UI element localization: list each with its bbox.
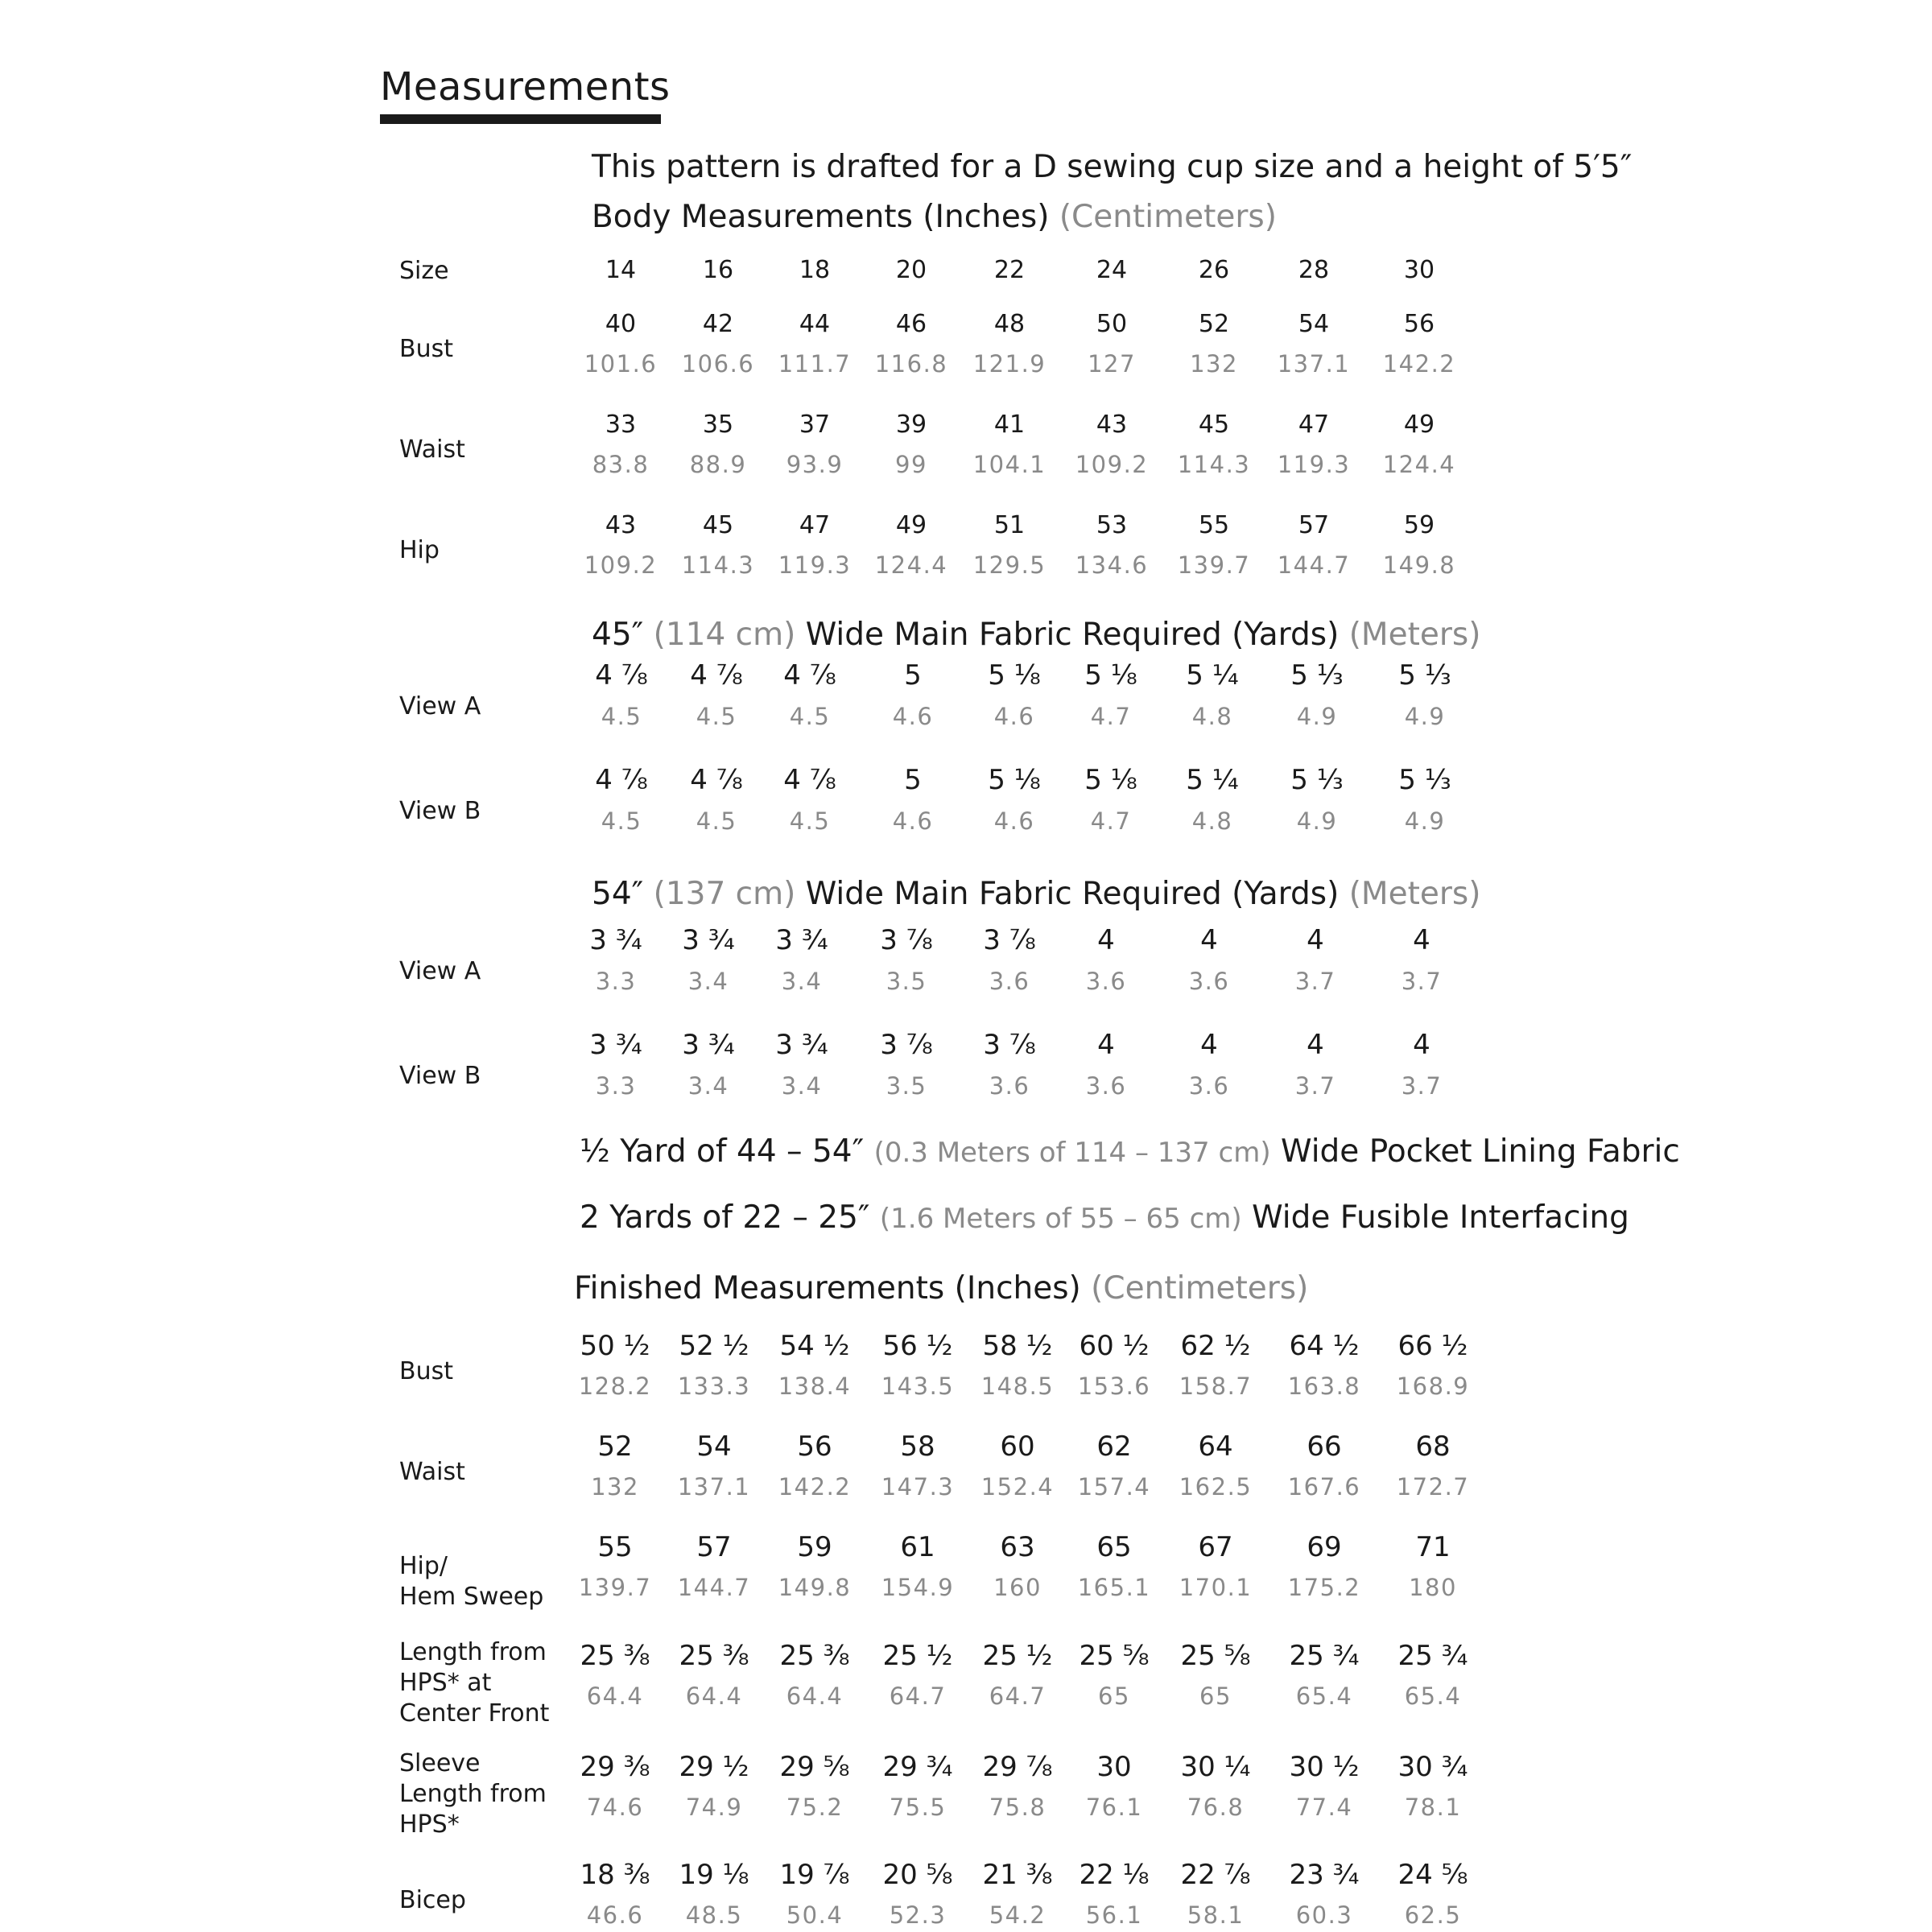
finished-cm-cell: 158.7 <box>1179 1373 1253 1400</box>
body-cm-cell: 88.9 <box>689 451 747 478</box>
finished-cm-cell: 138.4 <box>778 1373 852 1400</box>
finished-inch-cell: 25 ½ <box>982 1640 1053 1672</box>
finished-inch-cell: 22 ⅛ <box>1079 1859 1150 1891</box>
fabric45-yard-cell: 5 ⅛ <box>1084 659 1137 691</box>
fabric54-meter-cell: 3.7 <box>1294 968 1336 995</box>
fabric45-row-label: View B <box>399 797 481 825</box>
finished-inch-cell: 62 <box>1096 1430 1132 1463</box>
finished-cm-cell: 46.6 <box>586 1901 644 1929</box>
size-cell: 26 <box>1198 256 1230 284</box>
finished-row-label <box>399 1356 453 1387</box>
fabric54-width: 54″ <box>592 876 644 912</box>
body-cm-cell: 114.3 <box>681 551 755 579</box>
fabric54-meter-cell: 3.6 <box>1188 1072 1230 1100</box>
fabric54-yard-cell: 4 <box>1097 1029 1115 1061</box>
body-inch-cell: 49 <box>895 511 927 539</box>
body-inch-cell: 56 <box>1403 310 1435 338</box>
body-cm-cell: 109.2 <box>584 551 658 579</box>
body-cm-cell: 127 <box>1088 350 1136 378</box>
finished-inch-cell: 50 ½ <box>580 1330 650 1362</box>
finished-cm-cell: 65.4 <box>1295 1682 1353 1710</box>
finished-cm-cell: 142.2 <box>778 1473 852 1501</box>
finished-cm-cell: 143.5 <box>881 1373 955 1400</box>
body-inch-cell: 52 <box>1198 310 1230 338</box>
body-row-label: Hip <box>399 536 440 564</box>
fabric45-yard-cell: 4 ⅞ <box>690 764 743 796</box>
finished-cm-cell: 165.1 <box>1077 1574 1151 1601</box>
finished-cm-cell: 157.4 <box>1077 1473 1151 1501</box>
body-cm-cell: 109.2 <box>1075 451 1149 478</box>
finished-row-label-line: Bust <box>399 1357 453 1385</box>
fabric54-yard-cell: 3 ¾ <box>775 924 828 956</box>
body-inch-cell: 49 <box>1403 411 1435 439</box>
finished-cm-cell: 64.4 <box>786 1682 844 1710</box>
fabric45-yard-cell: 4 ⅞ <box>595 764 648 796</box>
interfacing-amount: 2 Yards of 22 – 25″ <box>580 1199 870 1236</box>
finished-cm-cell: 148.5 <box>980 1373 1055 1400</box>
finished-cm-cell: 153.6 <box>1077 1373 1151 1400</box>
finished-inch-cell: 65 <box>1096 1531 1132 1563</box>
fabric45-yard-cell: 4 ⅞ <box>690 659 743 691</box>
fabric45-meter-cell: 4.5 <box>601 703 642 730</box>
fabric54-meter-cell: 3.7 <box>1401 968 1443 995</box>
finished-inch-cell: 19 ⅛ <box>679 1859 749 1891</box>
body-cm-cell: 104.1 <box>972 451 1046 478</box>
body-heading-alt: (Centimeters) <box>1059 199 1277 235</box>
finished-inch-cell: 21 ⅜ <box>982 1859 1053 1891</box>
fabric45-meter-cell: 4.5 <box>601 807 642 835</box>
finished-cm-cell: 75.2 <box>786 1794 844 1821</box>
fabric54-meter-cell: 3.6 <box>1085 968 1127 995</box>
finished-inch-cell: 18 ⅜ <box>580 1859 650 1891</box>
finished-cm-cell: 58.1 <box>1187 1901 1245 1929</box>
fabric45-width: 45″ <box>592 617 644 653</box>
body-inch-cell: 54 <box>1298 310 1330 338</box>
finished-cm-cell: 56.1 <box>1085 1901 1143 1929</box>
fabric45-yard-cell: 5 <box>904 764 922 796</box>
body-inch-cell: 57 <box>1298 511 1330 539</box>
finished-inch-cell: 25 ⅝ <box>1180 1640 1251 1672</box>
finished-cm-cell: 64.4 <box>586 1682 644 1710</box>
fabric45-yard-cell: 5 ¼ <box>1186 764 1239 796</box>
fabric45-meter-cell: 4.7 <box>1090 807 1132 835</box>
pocket-lining-line <box>580 1133 1680 1170</box>
finished-inch-cell: 71 <box>1415 1531 1451 1563</box>
finished-cm-cell: 54.2 <box>989 1901 1046 1929</box>
fabric54-yard-cell: 4 <box>1307 1029 1324 1061</box>
fabric45-yard-cell: 5 ⅓ <box>1290 764 1344 796</box>
finished-cm-cell: 167.6 <box>1287 1473 1361 1501</box>
body-inch-cell: 37 <box>799 411 831 439</box>
body-cm-cell: 124.4 <box>1382 451 1456 478</box>
body-heading-main: Body Measurements (Inches) <box>592 199 1050 235</box>
finished-inch-cell: 19 ⅞ <box>779 1859 850 1891</box>
body-cm-cell: 124.4 <box>874 551 948 579</box>
body-inch-cell: 33 <box>605 411 637 439</box>
finished-cm-cell: 65 <box>1199 1682 1232 1710</box>
finished-inch-cell: 59 <box>797 1531 832 1563</box>
fabric45-yard-cell: 5 ⅓ <box>1290 659 1344 691</box>
fabric45-yard-cell: 5 ⅛ <box>988 659 1041 691</box>
finished-inch-cell: 68 <box>1415 1430 1451 1463</box>
finished-row-label <box>399 1885 466 1916</box>
fabric54-yard-cell: 3 ¾ <box>775 1029 828 1061</box>
fabric54-meter-cell: 3.7 <box>1294 1072 1336 1100</box>
finished-inch-cell: 58 <box>900 1430 935 1463</box>
body-inch-cell: 47 <box>799 511 831 539</box>
finished-inch-cell: 69 <box>1307 1531 1342 1563</box>
finished-row-label-line: Center Front <box>399 1699 550 1728</box>
size-cell: 20 <box>895 256 927 284</box>
finished-inch-cell: 52 <box>597 1430 633 1463</box>
finished-row-label-line: Length from <box>399 1780 547 1808</box>
fabric54-yard-cell: 3 ⅞ <box>880 1029 933 1061</box>
fabric54-yard-cell: 4 <box>1307 924 1324 956</box>
fabric54-meter-cell: 3.3 <box>595 1072 637 1100</box>
body-cm-cell: 149.8 <box>1382 551 1456 579</box>
body-inch-cell: 43 <box>1096 411 1128 439</box>
fabric45-title: Wide Main Fabric Required (Yards) <box>805 617 1340 653</box>
body-cm-cell: 99 <box>895 451 927 478</box>
body-inch-cell: 51 <box>993 511 1026 539</box>
size-cell: 30 <box>1403 256 1435 284</box>
finished-inch-cell: 25 ¾ <box>1397 1640 1468 1672</box>
fabric54-yard-cell: 3 ¾ <box>589 924 642 956</box>
fabric45-width-cm: (114 cm) <box>653 617 796 653</box>
finished-inch-cell: 56 <box>797 1430 832 1463</box>
finished-row-label <box>399 1457 465 1488</box>
finished-inch-cell: 25 ⅝ <box>1079 1640 1150 1672</box>
finished-heading-main: Finished Measurements (Inches) <box>574 1270 1081 1307</box>
fabric54-row-label: View B <box>399 1062 481 1090</box>
finished-row-label-line: Sleeve <box>399 1749 481 1777</box>
finished-inch-cell: 29 ½ <box>679 1751 749 1783</box>
interfacing-label: Wide Fusible Interfacing <box>1252 1199 1629 1236</box>
fabric54-meter-cell: 3.4 <box>687 1072 729 1100</box>
finished-inch-cell: 29 ¾ <box>882 1751 953 1783</box>
fabric54-yard-cell: 4 <box>1097 924 1115 956</box>
fabric45-meter-cell: 4.6 <box>993 807 1035 835</box>
pocket-label: Wide Pocket Lining Fabric <box>1281 1133 1680 1170</box>
fabric54-meter-cell: 3.6 <box>1188 968 1230 995</box>
interfacing-line <box>580 1199 1629 1236</box>
finished-cm-cell: 74.9 <box>685 1794 743 1821</box>
finished-row-label-line: Hem Sweep <box>399 1583 544 1611</box>
finished-row-label <box>399 1637 549 1729</box>
finished-cm-cell: 50.4 <box>786 1901 844 1929</box>
finished-cm-cell: 149.8 <box>778 1574 852 1601</box>
finished-row-label <box>399 1551 543 1612</box>
finished-cm-cell: 133.3 <box>677 1373 751 1400</box>
fabric45-yard-cell: 4 ⅞ <box>783 764 836 796</box>
fabric54-meter-cell: 3.5 <box>886 1072 927 1100</box>
finished-cm-cell: 64.7 <box>989 1682 1046 1710</box>
finished-cm-cell: 65.4 <box>1404 1682 1462 1710</box>
body-cm-cell: 137.1 <box>1277 350 1351 378</box>
size-cell: 22 <box>993 256 1026 284</box>
finished-cm-cell: 75.5 <box>889 1794 947 1821</box>
finished-row-label <box>399 1748 547 1840</box>
fabric54-meter-cell: 3.6 <box>1085 1072 1127 1100</box>
finished-cm-cell: 170.1 <box>1179 1574 1253 1601</box>
finished-inch-cell: 20 ⅝ <box>882 1859 953 1891</box>
body-cm-cell: 93.9 <box>786 451 844 478</box>
finished-row-label-line: Bicep <box>399 1886 466 1914</box>
body-cm-cell: 121.9 <box>972 350 1046 378</box>
body-cm-cell: 83.8 <box>592 451 650 478</box>
body-inch-cell: 39 <box>895 411 927 439</box>
fabric54-yard-cell: 3 ¾ <box>682 924 735 956</box>
finished-cm-cell: 172.7 <box>1396 1473 1470 1501</box>
finished-cm-cell: 139.7 <box>578 1574 652 1601</box>
body-inch-cell: 53 <box>1096 511 1128 539</box>
title-underline <box>380 114 661 124</box>
finished-inch-cell: 25 ½ <box>882 1640 953 1672</box>
finished-inch-cell: 52 ½ <box>679 1330 749 1362</box>
finished-cm-cell: 147.3 <box>881 1473 955 1501</box>
fabric45-meter-cell: 4.7 <box>1090 703 1132 730</box>
fabric45-meter-cell: 4.5 <box>696 703 737 730</box>
finished-inch-cell: 29 ⅝ <box>779 1751 850 1783</box>
finished-cm-cell: 78.1 <box>1404 1794 1462 1821</box>
body-cm-cell: 139.7 <box>1177 551 1251 579</box>
finished-inch-cell: 55 <box>597 1531 633 1563</box>
body-inch-cell: 46 <box>895 310 927 338</box>
finished-cm-cell: 76.1 <box>1085 1794 1143 1821</box>
fabric45-meter-cell: 4.5 <box>789 703 831 730</box>
fabric54-yard-cell: 3 ⅞ <box>880 924 933 956</box>
body-inch-cell: 55 <box>1198 511 1230 539</box>
finished-inch-cell: 66 ½ <box>1397 1330 1468 1362</box>
finished-cm-cell: 76.8 <box>1187 1794 1245 1821</box>
fabric54-yard-cell: 4 <box>1200 1029 1218 1061</box>
fabric45-meter-cell: 4.9 <box>1296 807 1338 835</box>
finished-cm-cell: 144.7 <box>677 1574 751 1601</box>
finished-cm-cell: 154.9 <box>881 1574 955 1601</box>
fabric54-yard-cell: 3 ⅞ <box>983 1029 1036 1061</box>
finished-inch-cell: 61 <box>900 1531 935 1563</box>
body-cm-cell: 119.3 <box>1277 451 1351 478</box>
fabric54-row-label: View A <box>399 957 481 985</box>
finished-row-label-line: Hip/ <box>399 1552 448 1580</box>
body-cm-cell: 114.3 <box>1177 451 1251 478</box>
finished-cm-cell: 64.7 <box>889 1682 947 1710</box>
finished-cm-cell: 48.5 <box>685 1901 743 1929</box>
finished-inch-cell: 25 ¾ <box>1289 1640 1360 1672</box>
finished-cm-cell: 137.1 <box>677 1473 751 1501</box>
fabric45-row-label: View A <box>399 692 481 720</box>
fabric45-yard-cell: 5 ⅓ <box>1398 659 1451 691</box>
size-cell: 14 <box>605 256 637 284</box>
finished-inch-cell: 30 ¾ <box>1397 1751 1468 1783</box>
body-inch-cell: 45 <box>702 511 734 539</box>
body-cm-cell: 119.3 <box>778 551 852 579</box>
finished-cm-cell: 128.2 <box>578 1373 652 1400</box>
fabric45-meter-cell: 4.8 <box>1191 703 1233 730</box>
fabric54-meter-cell: 3.4 <box>781 968 823 995</box>
interfacing-amount-metric: (1.6 Meters of 55 – 65 cm) <box>879 1203 1242 1235</box>
finished-inch-cell: 64 <box>1198 1430 1233 1463</box>
finished-cm-cell: 163.8 <box>1287 1373 1361 1400</box>
finished-inch-cell: 56 ½ <box>882 1330 953 1362</box>
finished-cm-cell: 62.5 <box>1404 1901 1462 1929</box>
finished-inch-cell: 24 ⅝ <box>1397 1859 1468 1891</box>
finished-inch-cell: 64 ½ <box>1289 1330 1360 1362</box>
finished-inch-cell: 22 ⅞ <box>1180 1859 1251 1891</box>
fabric45-meter-cell: 4.6 <box>892 703 934 730</box>
finished-inch-cell: 62 ½ <box>1180 1330 1251 1362</box>
finished-inch-cell: 25 ⅜ <box>779 1640 850 1672</box>
finished-inch-cell: 63 <box>1000 1531 1035 1563</box>
finished-inch-cell: 30 ½ <box>1289 1751 1360 1783</box>
fabric45-yard-cell: 4 ⅞ <box>783 659 836 691</box>
fabric45-meter-cell: 4.9 <box>1404 807 1446 835</box>
fabric54-meter-cell: 3.6 <box>989 968 1030 995</box>
finished-inch-cell: 60 ½ <box>1079 1330 1150 1362</box>
fabric54-meter-cell: 3.3 <box>595 968 637 995</box>
finished-cm-cell: 64.4 <box>685 1682 743 1710</box>
size-cell: 28 <box>1298 256 1330 284</box>
body-inch-cell: 35 <box>702 411 734 439</box>
fabric45-meter-cell: 4.5 <box>789 807 831 835</box>
body-inch-cell: 45 <box>1198 411 1230 439</box>
body-cm-cell: 101.6 <box>584 350 658 378</box>
body-inch-cell: 50 <box>1096 310 1128 338</box>
fabric54-title: Wide Main Fabric Required (Yards) <box>805 876 1340 912</box>
size-cell: 16 <box>702 256 734 284</box>
fabric54-yard-cell: 4 <box>1200 924 1218 956</box>
fabric45-unit: (Meters) <box>1348 617 1481 653</box>
body-cm-cell: 134.6 <box>1075 551 1149 579</box>
finished-inch-cell: 25 ⅜ <box>580 1640 650 1672</box>
body-inch-cell: 41 <box>993 411 1026 439</box>
finished-cm-cell: 77.4 <box>1295 1794 1353 1821</box>
finished-cm-cell: 152.4 <box>980 1473 1055 1501</box>
finished-inch-cell: 58 ½ <box>982 1330 1053 1362</box>
finished-inch-cell: 30 ¼ <box>1180 1751 1251 1783</box>
fabric45-yard-cell: 4 ⅞ <box>595 659 648 691</box>
body-inch-cell: 40 <box>605 310 637 338</box>
body-inch-cell: 48 <box>993 310 1026 338</box>
finished-measurements-heading <box>574 1270 1308 1307</box>
fabric54-yard-cell: 4 <box>1413 924 1430 956</box>
body-cm-cell: 142.2 <box>1382 350 1456 378</box>
body-cm-cell: 111.7 <box>778 350 852 378</box>
fabric45-yard-cell: 5 ⅛ <box>1084 764 1137 796</box>
fabric54-meter-cell: 3.5 <box>886 968 927 995</box>
body-cm-cell: 106.6 <box>681 350 755 378</box>
fabric45-meter-cell: 4.9 <box>1404 703 1446 730</box>
fabric54-yard-cell: 3 ¾ <box>589 1029 642 1061</box>
finished-cm-cell: 60.3 <box>1295 1901 1353 1929</box>
finished-cm-cell: 160 <box>993 1574 1042 1601</box>
body-inch-cell: 59 <box>1403 511 1435 539</box>
finished-cm-cell: 65 <box>1098 1682 1130 1710</box>
finished-cm-cell: 52.3 <box>889 1901 947 1929</box>
finished-cm-cell: 175.2 <box>1287 1574 1361 1601</box>
size-cell: 18 <box>799 256 831 284</box>
finished-heading-alt: (Centimeters) <box>1091 1270 1309 1307</box>
finished-inch-cell: 54 ½ <box>779 1330 850 1362</box>
fabric54-yard-cell: 3 ¾ <box>682 1029 735 1061</box>
finished-cm-cell: 132 <box>591 1473 639 1501</box>
finished-inch-cell: 67 <box>1198 1531 1233 1563</box>
finished-cm-cell: 180 <box>1409 1574 1457 1601</box>
body-cm-cell: 144.7 <box>1277 551 1351 579</box>
finished-inch-cell: 23 ¾ <box>1289 1859 1360 1891</box>
fabric45-yard-cell: 5 ⅛ <box>988 764 1041 796</box>
fabric54-meter-cell: 3.6 <box>989 1072 1030 1100</box>
size-cell: 24 <box>1096 256 1128 284</box>
page-title: Measurements <box>380 64 671 109</box>
intro-text: This pattern is drafted for a D sewing cup size and a height of 5′5″ <box>592 149 1633 185</box>
fabric45-yard-cell: 5 <box>904 659 922 691</box>
fabric54-meter-cell: 3.4 <box>687 968 729 995</box>
fabric54-unit: (Meters) <box>1348 876 1481 912</box>
fabric45-meter-cell: 4.9 <box>1296 703 1338 730</box>
body-cm-cell: 129.5 <box>972 551 1046 579</box>
finished-inch-cell: 29 ⅞ <box>982 1751 1053 1783</box>
finished-cm-cell: 74.6 <box>586 1794 644 1821</box>
size-label: Size <box>399 257 449 285</box>
body-measurements-heading <box>592 199 1277 235</box>
finished-inch-cell: 60 <box>1000 1430 1035 1463</box>
finished-inch-cell: 66 <box>1307 1430 1342 1463</box>
finished-row-label-line: HPS* <box>399 1810 460 1839</box>
fabric54-yard-cell: 4 <box>1413 1029 1430 1061</box>
finished-inch-cell: 25 ⅜ <box>679 1640 749 1672</box>
finished-cm-cell: 75.8 <box>989 1794 1046 1821</box>
fabric54-heading <box>592 876 1480 912</box>
finished-row-label-line: Length from <box>399 1638 547 1666</box>
finished-inch-cell: 30 <box>1096 1751 1132 1783</box>
fabric54-meter-cell: 3.4 <box>781 1072 823 1100</box>
body-inch-cell: 43 <box>605 511 637 539</box>
body-cm-cell: 116.8 <box>874 350 948 378</box>
finished-row-label-line: HPS* at <box>399 1669 492 1697</box>
fabric54-yard-cell: 3 ⅞ <box>983 924 1036 956</box>
fabric54-width-cm: (137 cm) <box>653 876 796 912</box>
pocket-amount: ½ Yard of 44 – 54″ <box>580 1133 865 1170</box>
pocket-amount-metric: (0.3 Meters of 114 – 137 cm) <box>873 1137 1271 1169</box>
fabric45-meter-cell: 4.6 <box>993 703 1035 730</box>
fabric45-meter-cell: 4.6 <box>892 807 934 835</box>
finished-inch-cell: 54 <box>696 1430 732 1463</box>
fabric45-meter-cell: 4.5 <box>696 807 737 835</box>
finished-row-label-line: Waist <box>399 1458 465 1486</box>
body-row-label: Waist <box>399 436 465 464</box>
finished-inch-cell: 57 <box>696 1531 732 1563</box>
body-inch-cell: 44 <box>799 310 831 338</box>
fabric45-yard-cell: 5 ¼ <box>1186 659 1239 691</box>
body-cm-cell: 132 <box>1190 350 1238 378</box>
fabric45-yard-cell: 5 ⅓ <box>1398 764 1451 796</box>
fabric45-heading <box>592 617 1480 653</box>
finished-cm-cell: 162.5 <box>1179 1473 1253 1501</box>
fabric54-meter-cell: 3.7 <box>1401 1072 1443 1100</box>
body-inch-cell: 47 <box>1298 411 1330 439</box>
finished-cm-cell: 168.9 <box>1396 1373 1470 1400</box>
fabric45-meter-cell: 4.8 <box>1191 807 1233 835</box>
body-inch-cell: 42 <box>702 310 734 338</box>
finished-inch-cell: 29 ⅜ <box>580 1751 650 1783</box>
body-row-label: Bust <box>399 335 453 363</box>
